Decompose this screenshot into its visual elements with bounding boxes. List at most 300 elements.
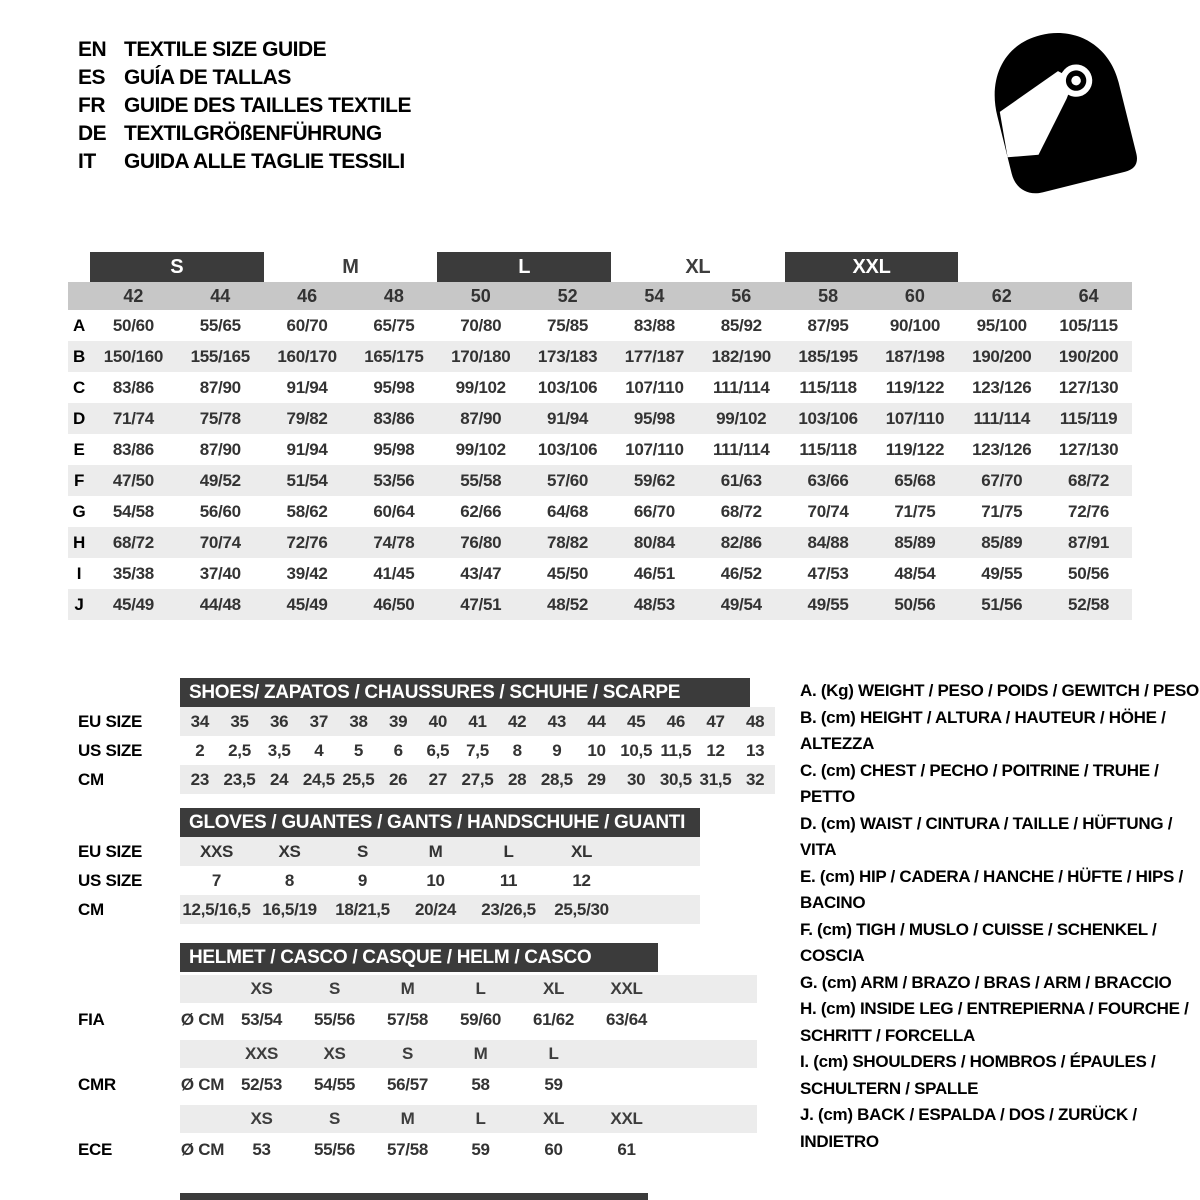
- cell-value: 70/80: [460, 315, 502, 335]
- size-header: XL: [542, 1109, 565, 1128]
- cell-value: 47/53: [807, 563, 849, 583]
- cell-value: XS: [278, 841, 301, 861]
- language-row: [78, 148, 411, 176]
- cell-value: XXS: [199, 841, 234, 861]
- cell-value: 38: [349, 711, 368, 731]
- cell-value: 107/110: [625, 439, 684, 459]
- cell-value: 65/75: [373, 315, 415, 335]
- cell-value: 60/70: [286, 315, 328, 335]
- column-spacer: [68, 282, 90, 310]
- cell-value: 45: [627, 711, 646, 731]
- cell-value: 74/78: [373, 532, 415, 552]
- cell-value: 65/68: [894, 470, 936, 490]
- language-row: [78, 92, 411, 120]
- size-columns: [68, 282, 1132, 310]
- size-header: XXL: [610, 979, 643, 998]
- cell-value: 43: [547, 711, 566, 731]
- cell-value: 26: [389, 769, 408, 789]
- unit-spacer: [180, 1040, 225, 1068]
- cell-value: 83/86: [112, 377, 154, 397]
- cell-value: 45/49: [286, 594, 328, 614]
- helmet-size-band: [180, 1105, 757, 1133]
- size-header: L: [548, 1044, 559, 1063]
- helmet-size-band: [180, 975, 757, 1003]
- unit-spacer: [180, 1105, 225, 1133]
- row-label: H: [73, 532, 85, 552]
- row-label: B: [73, 346, 85, 366]
- language-title: TEXTILE SIZE GUIDE: [124, 38, 327, 61]
- size-header: M: [400, 979, 415, 998]
- cell-value: 49/52: [199, 470, 241, 490]
- cell-value: 190/200: [972, 346, 1032, 366]
- unit-label: Ø CM: [180, 1009, 225, 1029]
- cell-value: 55/65: [199, 315, 241, 335]
- size-header: [590, 1040, 663, 1068]
- cell-value: 8: [512, 740, 522, 760]
- cell-value: M: [428, 841, 443, 861]
- column-header: 48: [383, 285, 404, 306]
- table-row: [68, 434, 1132, 465]
- cell-value: 107/110: [885, 408, 945, 428]
- cell-value: 12: [706, 740, 725, 760]
- cell-value: 187/198: [885, 346, 945, 366]
- cell-value: 150/160: [103, 346, 164, 366]
- cell-value: 75/78: [199, 408, 241, 428]
- cell-value: 9: [357, 870, 368, 890]
- cell-value: 29: [587, 769, 606, 789]
- shoes-header-bar: SHOES/ ZAPATOS / CHAUSSURES / SCHUHE / SCARPE: [180, 678, 750, 707]
- size-header: XXS: [244, 1044, 279, 1063]
- helmet-value-row: [180, 1068, 757, 1101]
- cell-value: 20/24: [414, 899, 457, 919]
- cell-value: 45/49: [112, 594, 154, 614]
- cell-value: 62/66: [460, 501, 502, 521]
- cell-value: 105/115: [1059, 315, 1118, 335]
- table-row: [68, 465, 1132, 496]
- cell-value: 37: [309, 711, 328, 731]
- size-header: S: [401, 1044, 414, 1063]
- table-row: [68, 496, 1132, 527]
- size-group-m: M: [342, 255, 359, 278]
- size-header: M: [400, 1109, 415, 1128]
- cell-value: 3,5: [267, 740, 291, 760]
- cell-value: 85/92: [720, 315, 762, 335]
- cell-value: 119/122: [885, 377, 945, 397]
- cell-value: 57/60: [547, 470, 589, 490]
- cell-value: 87/95: [807, 315, 849, 335]
- column-header: 44: [210, 285, 231, 306]
- cell-value: 41: [468, 711, 487, 731]
- unit-label: Ø CM: [180, 1074, 225, 1094]
- row-label: G: [72, 501, 86, 521]
- column-header: 54: [644, 285, 665, 306]
- legend-item: B. (cm) HEIGHT / ALTURA / HAUTEUR / HÖHE / ALTEZZA: [800, 707, 1166, 753]
- cell-value: 4: [314, 740, 324, 760]
- cell-value: 78/82: [547, 532, 589, 552]
- unit-label: Ø CM: [180, 1139, 225, 1159]
- cell-value: XL: [570, 841, 593, 861]
- language-list: [78, 36, 411, 176]
- band-spacer: [68, 252, 90, 282]
- cell-value: 2,5: [228, 740, 251, 760]
- language-row: [78, 36, 411, 64]
- cell-value: 5: [353, 740, 364, 760]
- section-row-label: CM: [78, 769, 104, 789]
- section-row: [180, 866, 700, 895]
- cell-value: 103/106: [537, 439, 598, 459]
- language-row: [78, 64, 411, 92]
- cell-value: 91/94: [286, 439, 328, 459]
- cell-value: 11,5: [660, 740, 692, 760]
- cell-value: 55/56: [313, 1009, 356, 1029]
- cell-value: 91/94: [547, 408, 589, 428]
- cell-value: 48/53: [633, 594, 675, 614]
- cell-value: [590, 1068, 663, 1101]
- column-header: 64: [1078, 285, 1099, 306]
- cell-value: 48/54: [894, 563, 936, 583]
- size-header: XS: [250, 1109, 273, 1128]
- cell-value: 60/64: [373, 501, 415, 521]
- cell-value: 127/130: [1058, 377, 1119, 397]
- cell-value: 7,5: [466, 740, 489, 760]
- section-row-label: US SIZE: [78, 740, 143, 760]
- cell-value: 87/90: [460, 408, 502, 428]
- cell-value: 46/51: [633, 563, 675, 583]
- cell-value: 9: [552, 740, 562, 760]
- cell-value: 63/64: [605, 1009, 648, 1029]
- row-label: F: [73, 470, 85, 490]
- cell-value: 47/50: [112, 470, 154, 490]
- section-row-label: EU SIZE: [78, 841, 143, 861]
- cell-value: 54/58: [112, 501, 154, 521]
- cell-value: 83/88: [633, 315, 675, 335]
- cell-value: 2: [195, 740, 205, 760]
- cell-value: 30,5: [659, 769, 692, 789]
- size-header: L: [475, 979, 486, 998]
- cell-value: 44: [587, 711, 606, 731]
- cell-value: 50/60: [112, 315, 154, 335]
- cell-value: 111/114: [712, 439, 770, 459]
- main-size-table: [68, 252, 1132, 620]
- legend-item: C. (cm) CHEST / PECHO / POITRINE / TRUHE / PETTO: [800, 760, 1159, 806]
- column-header: 56: [731, 285, 752, 306]
- language-title: GUÍA DE TALLAS: [124, 66, 291, 89]
- cell-value: 190/200: [1058, 346, 1119, 366]
- cell-value: 24: [270, 769, 289, 789]
- cell-value: 10: [587, 740, 606, 760]
- cell-value: 59/62: [633, 470, 675, 490]
- helmet-size-band: [180, 1040, 757, 1068]
- cell-value: 34: [190, 711, 209, 731]
- measurement-legend: [800, 678, 1200, 1155]
- cell-value: 87/90: [199, 377, 241, 397]
- row-label: I: [76, 563, 82, 583]
- cell-value: 23: [190, 769, 209, 789]
- cell-value: 55/58: [460, 470, 502, 490]
- cell-value: 87/91: [1068, 532, 1110, 552]
- cell-value: 13: [746, 740, 765, 760]
- cell-value: 119/122: [885, 439, 945, 459]
- cell-value: 99/102: [455, 377, 506, 397]
- cell-value: 95/98: [633, 408, 675, 428]
- cell-value: 7: [211, 870, 222, 890]
- cell-value: 177/187: [624, 346, 685, 366]
- cell-value: 28,5: [540, 769, 573, 789]
- section-row: [180, 736, 775, 765]
- cell-value: 60: [544, 1139, 563, 1159]
- cell-value: 48: [746, 711, 765, 731]
- band-spacer: [958, 252, 1045, 282]
- column-header: 42: [123, 285, 144, 306]
- cell-value: 79/82: [286, 408, 328, 428]
- row-label: D: [73, 408, 85, 428]
- cell-value: S: [356, 841, 369, 861]
- cell-value: 36: [270, 711, 289, 731]
- cell-value: 115/119: [1059, 408, 1118, 428]
- cell-value: 99/102: [716, 408, 767, 428]
- cell-value: 52/53: [240, 1074, 283, 1094]
- cell-value: 6,5: [426, 740, 450, 760]
- row-label: E: [73, 439, 85, 459]
- cell-value: 103/106: [537, 377, 598, 397]
- cell-value: 49/55: [807, 594, 849, 614]
- cell-value: 51/56: [981, 594, 1023, 614]
- language-code: FR: [78, 94, 105, 117]
- language-row: [78, 120, 411, 148]
- row-label: C: [73, 377, 85, 397]
- cell-value: 85/89: [894, 532, 936, 552]
- cell-value: 10: [426, 870, 445, 890]
- cell-value: 87/90: [199, 439, 241, 459]
- unit-spacer: [180, 975, 225, 1003]
- size-header: XS: [250, 979, 273, 998]
- cell-value: 72/76: [1068, 501, 1110, 521]
- cell-value: 35/38: [112, 563, 154, 583]
- cell-value: 10,5: [620, 740, 653, 760]
- cell-value: 28: [508, 769, 527, 789]
- cell-value: 71/75: [981, 501, 1023, 521]
- cell-value: 55/56: [313, 1139, 356, 1159]
- cell-value: 50/56: [894, 594, 936, 614]
- cell-value: 53/56: [373, 470, 415, 490]
- cell-value: 75/85: [547, 315, 589, 335]
- cell-value: 68/72: [720, 501, 762, 521]
- section-row-label: CM: [78, 899, 104, 919]
- cell-value: 30: [627, 769, 646, 789]
- cell-value: 53: [252, 1139, 271, 1159]
- cell-value: 80/84: [633, 532, 675, 552]
- gloves-section: [68, 808, 703, 924]
- cell-value: 6: [393, 740, 403, 760]
- size-header: S: [328, 979, 341, 998]
- cell-value: 57/58: [386, 1139, 429, 1159]
- column-header: 52: [557, 285, 578, 306]
- size-group-xxl: XXL: [785, 252, 959, 282]
- cell-value: 58/62: [286, 501, 328, 521]
- size-header: XL: [542, 979, 565, 998]
- standard-label-fia: FIA: [78, 1009, 105, 1029]
- size-header: XXL: [610, 1109, 643, 1128]
- size-header: S: [328, 1109, 341, 1128]
- section-row: [180, 765, 775, 794]
- cell-value: 40: [428, 711, 447, 731]
- size-header: L: [475, 1109, 486, 1128]
- cell-value: 82/86: [720, 532, 762, 552]
- size-rows: [68, 310, 1132, 620]
- section-row: [180, 707, 775, 736]
- language-code: DE: [78, 122, 107, 145]
- section-row-label: US SIZE: [78, 870, 143, 890]
- size-group-xl: XL: [685, 255, 711, 278]
- cell-value: 53/54: [240, 1009, 283, 1029]
- language-title: TEXTILGRÖßENFÜHRUNG: [124, 122, 382, 145]
- section-row: [180, 837, 700, 866]
- cell-value: 39/42: [286, 563, 328, 583]
- cell-value: 46/52: [720, 563, 762, 583]
- cell-value: 48/52: [547, 594, 589, 614]
- cell-value: 123/126: [972, 377, 1032, 397]
- cell-value: 64/68: [547, 501, 589, 521]
- size-group-l: L: [437, 252, 611, 282]
- cell-value: 27: [428, 769, 447, 789]
- cell-value: 173/183: [537, 346, 598, 366]
- cell-value: 8: [284, 870, 295, 890]
- legend-item: I. (cm) SHOULDERS / HOMBROS / ÉPAULES / SCHULTERN / SPALLE: [800, 1052, 1156, 1098]
- cell-value: 111/114: [973, 408, 1031, 428]
- cell-value: 111/114: [712, 377, 770, 397]
- cell-value: 95/98: [373, 377, 415, 397]
- cell-value: 68/72: [1068, 470, 1110, 490]
- legend-item: F. (cm) TIGH / MUSLO / CUISSE / SCHENKEL / COSCIA: [800, 919, 1157, 965]
- cell-value: 43/47: [460, 563, 502, 583]
- cell-value: 49/55: [981, 563, 1023, 583]
- cell-value: 39: [389, 711, 408, 731]
- table-row: [68, 372, 1132, 403]
- shoes-section: [68, 678, 778, 794]
- standard-label-ece: ECE: [78, 1139, 113, 1159]
- cell-value: 50/56: [1068, 563, 1110, 583]
- cell-value: 71/74: [112, 408, 154, 428]
- standard-label-cmr: CMR: [78, 1074, 116, 1094]
- cell-value: 71/75: [894, 501, 936, 521]
- cell-value: 56/60: [199, 501, 241, 521]
- cell-value: 54/55: [313, 1074, 356, 1094]
- language-code: EN: [78, 38, 107, 61]
- cell-value: 25,5/30: [554, 899, 609, 919]
- cell-value: 182/190: [711, 346, 771, 366]
- cell-value: 68/72: [112, 532, 154, 552]
- cell-value: 85/89: [981, 532, 1023, 552]
- cell-value: 155/165: [190, 346, 250, 366]
- helmet-value-row: [180, 1133, 757, 1166]
- cell-value: 95/100: [976, 315, 1027, 335]
- cell-value: 18/21,5: [335, 899, 390, 919]
- cell-value: 45/50: [547, 563, 589, 583]
- cell-value: 16,5/19: [262, 899, 317, 919]
- cell-value: 91/94: [286, 377, 328, 397]
- cell-value: 99/102: [455, 439, 506, 459]
- cell-value: 56/57: [386, 1074, 429, 1094]
- cell-value: 46: [666, 711, 685, 731]
- size-header: XS: [323, 1044, 346, 1063]
- cell-value: 107/110: [625, 377, 684, 397]
- language-code: IT: [78, 150, 96, 173]
- cell-value: 32: [746, 769, 765, 789]
- legend-item: A. (Kg) WEIGHT / PESO / POIDS / GEWITCH / PESO: [800, 681, 1199, 700]
- cell-value: 47: [706, 711, 725, 731]
- cell-value: 95/98: [373, 439, 415, 459]
- cell-value: 11: [499, 870, 518, 890]
- table-row: [68, 403, 1132, 434]
- size-header: M: [473, 1044, 488, 1063]
- racing-helmet-icon: [972, 26, 1148, 196]
- legend-item: D. (cm) WAIST / CINTURA / TAILLE / HÜFTUNG / VITA: [800, 813, 1173, 859]
- cell-value: 123/126: [972, 439, 1032, 459]
- cell-value: 47/51: [460, 594, 502, 614]
- cell-value: 67/70: [981, 470, 1023, 490]
- cell-value: 25,5: [342, 769, 375, 789]
- column-header: 60: [904, 285, 925, 306]
- table-row: [68, 558, 1132, 589]
- cell-value: 127/130: [1058, 439, 1119, 459]
- size-group-s: S: [90, 252, 264, 282]
- cell-value: 70/74: [807, 501, 849, 521]
- table-row: [68, 589, 1132, 620]
- column-header: 46: [297, 285, 318, 306]
- cell-value: 31,5: [699, 769, 732, 789]
- legend-item: J. (cm) BACK / ESPALDA / DOS / ZURÜCK / INDIETRO: [800, 1105, 1137, 1151]
- cell-value: 44/48: [199, 594, 241, 614]
- helmet-header-bar: HELMET / CASCO / CASQUE / HELM / CASCO: [180, 943, 658, 972]
- cell-value: 57/58: [386, 1009, 429, 1029]
- column-header: 58: [818, 285, 839, 306]
- gloves-header-bar: GLOVES / GUANTES / GANTS / HANDSCHUHE / GUANTI: [180, 808, 700, 837]
- cell-value: 83/86: [112, 439, 154, 459]
- table-row: [68, 341, 1132, 372]
- cell-value: 59: [471, 1139, 490, 1159]
- cell-value: 12,5/16,5: [182, 899, 251, 919]
- cell-value: 185/195: [798, 346, 858, 366]
- cell-value: 61/62: [532, 1009, 575, 1029]
- cell-value: 49/54: [720, 594, 762, 614]
- cell-value: 115/118: [799, 439, 857, 459]
- cell-value: 37/40: [199, 563, 241, 583]
- legend-item: G. (cm) ARM / BRAZO / BRAS / ARM / BRACCIO: [800, 972, 1172, 992]
- language-title: GUIDE DES TAILLES TEXTILE: [124, 94, 411, 117]
- cell-value: 27,5: [461, 769, 494, 789]
- cell-value: 90/100: [889, 315, 941, 335]
- table-row: [68, 527, 1132, 558]
- cell-value: 35: [230, 711, 249, 731]
- cell-value: 12: [572, 870, 591, 890]
- cell-value: 61/63: [720, 470, 762, 490]
- cell-value: 42: [508, 711, 527, 731]
- section-row-label: EU SIZE: [78, 711, 143, 731]
- cell-value: 76/80: [460, 532, 502, 552]
- cell-value: 59: [544, 1074, 563, 1094]
- section-row: [180, 895, 700, 924]
- cell-value: 23/26,5: [481, 899, 536, 919]
- cell-value: 165/175: [364, 346, 424, 366]
- cell-value: L: [503, 841, 514, 861]
- cell-value: 61: [617, 1139, 636, 1159]
- cell-value: 23,5: [223, 769, 256, 789]
- cell-value: 84/88: [807, 532, 849, 552]
- language-title: GUIDA ALLE TAGLIE TESSILI: [124, 150, 405, 173]
- cell-value: 70/74: [199, 532, 241, 552]
- row-label: A: [73, 315, 85, 335]
- column-header: 62: [991, 285, 1012, 306]
